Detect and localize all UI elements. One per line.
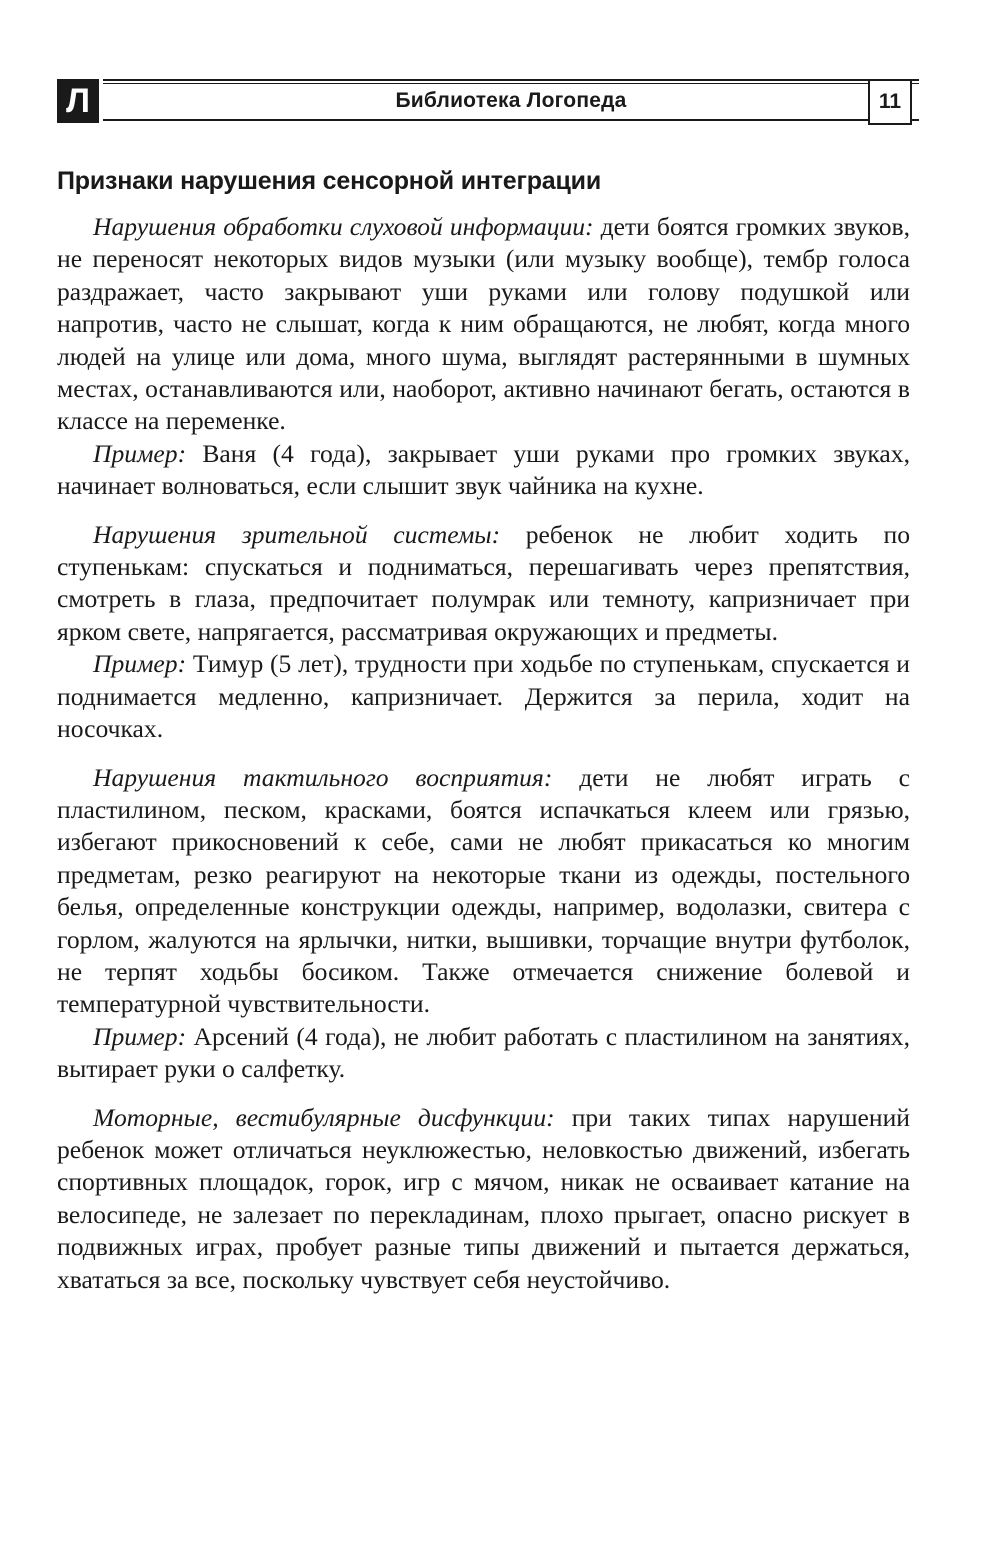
running-header-title: Библиотека Логопеда	[395, 89, 627, 112]
paragraph-visual	[57, 519, 910, 649]
paragraph-example	[57, 648, 910, 745]
paragraph-lead: Нарушения тактильного восприятия:	[93, 762, 553, 792]
paragraph-text: Ваня (4 года), закрывает уши руками про громких звуках, начинает волноваться, если слышит звук чайника на кухне.	[57, 438, 910, 501]
page-number: 11	[868, 79, 912, 125]
running-header	[57, 79, 910, 123]
paragraph-lead: Пример:	[93, 1021, 187, 1051]
paragraph-lead: Пример:	[93, 438, 187, 468]
paragraph-text: ребенок не любит ходить по ступенькам: спускаться и подниматься, перешагивать через препятствия, смотреть в глаза, предпочитает полумрак или темноту, капризничает при ярком свете, напрягается, рассматривая окружающих и предметы.	[57, 519, 910, 646]
paragraph-lead: Нарушения зрительной системы:	[93, 519, 501, 549]
body-text	[57, 211, 910, 1296]
paragraph-text: дети не любят играть с пластилином, песком, красками, боятся испачкаться клеем или грязью, избегают прикосновений к себе, сами не любят прикасаться ко многим предметам, резко реагируют на некоторые ткани из одежды, постельного белья, определенные конструкции одежды, например, водолазки, свитера с горлом, жалуются на ярлычки, нитки, вышивки, торчащие внутри футболок, не терпят ходьбы босиком. Также отмечается снижение болевой и температурной чувствительности.	[57, 762, 910, 1019]
series-logo: Л	[57, 79, 99, 123]
section-title: Признаки нарушения сенсорной интеграции	[57, 167, 602, 195]
paragraph-text: дети боятся громких звуков, не переносят некоторых видов музыки (или музыку вообще), тембр голоса раздражает, часто закрывают уши руками или голову подушкой или напротив, часто не слышат, когда к ним обращаются, не любят, когда много людей на улице или дома, много шума, выглядят растерянными в шумных местах, останавливаются или, наоборот, активно начинают бегать, остаются в классе на переменке.	[57, 212, 910, 436]
paragraph-lead: Пример:	[93, 649, 187, 679]
paragraph-tactile	[57, 762, 910, 1021]
paragraph-text: Арсений (4 года), не любит работать с пластилином на занятиях, вытирает руки о салфетку.	[57, 1021, 910, 1084]
paragraph-text: при таких типах нарушений ребенок может отличаться неуклюжестью, неловкостью движений, избегать спортивных площадок, горок, игр с мячом, никак не осваивает катание на велосипеде, не залезает по перекладинам, плохо прыгает, опасно рискует в подвижных играх, пробует разные типы движений и пытается держаться, хвататься за все, поскольку чувствует себя неустойчиво.	[57, 1102, 910, 1294]
paragraph-auditory	[57, 211, 910, 438]
header-bar	[103, 79, 919, 121]
paragraph-example	[57, 1021, 910, 1086]
paragraph-lead: Моторные, вестибулярные дисфункции:	[93, 1102, 555, 1132]
paragraph-motor	[57, 1102, 910, 1296]
paragraph-lead: Нарушения обработки слуховой информации:	[93, 212, 594, 241]
paragraph-example	[57, 438, 910, 503]
paragraph-text: Тимур (5 лет), трудности при ходьбе по ступенькам, спускается и поднимается медленно, капризничает. Держится за перила, ходит на носочках.	[57, 649, 910, 744]
